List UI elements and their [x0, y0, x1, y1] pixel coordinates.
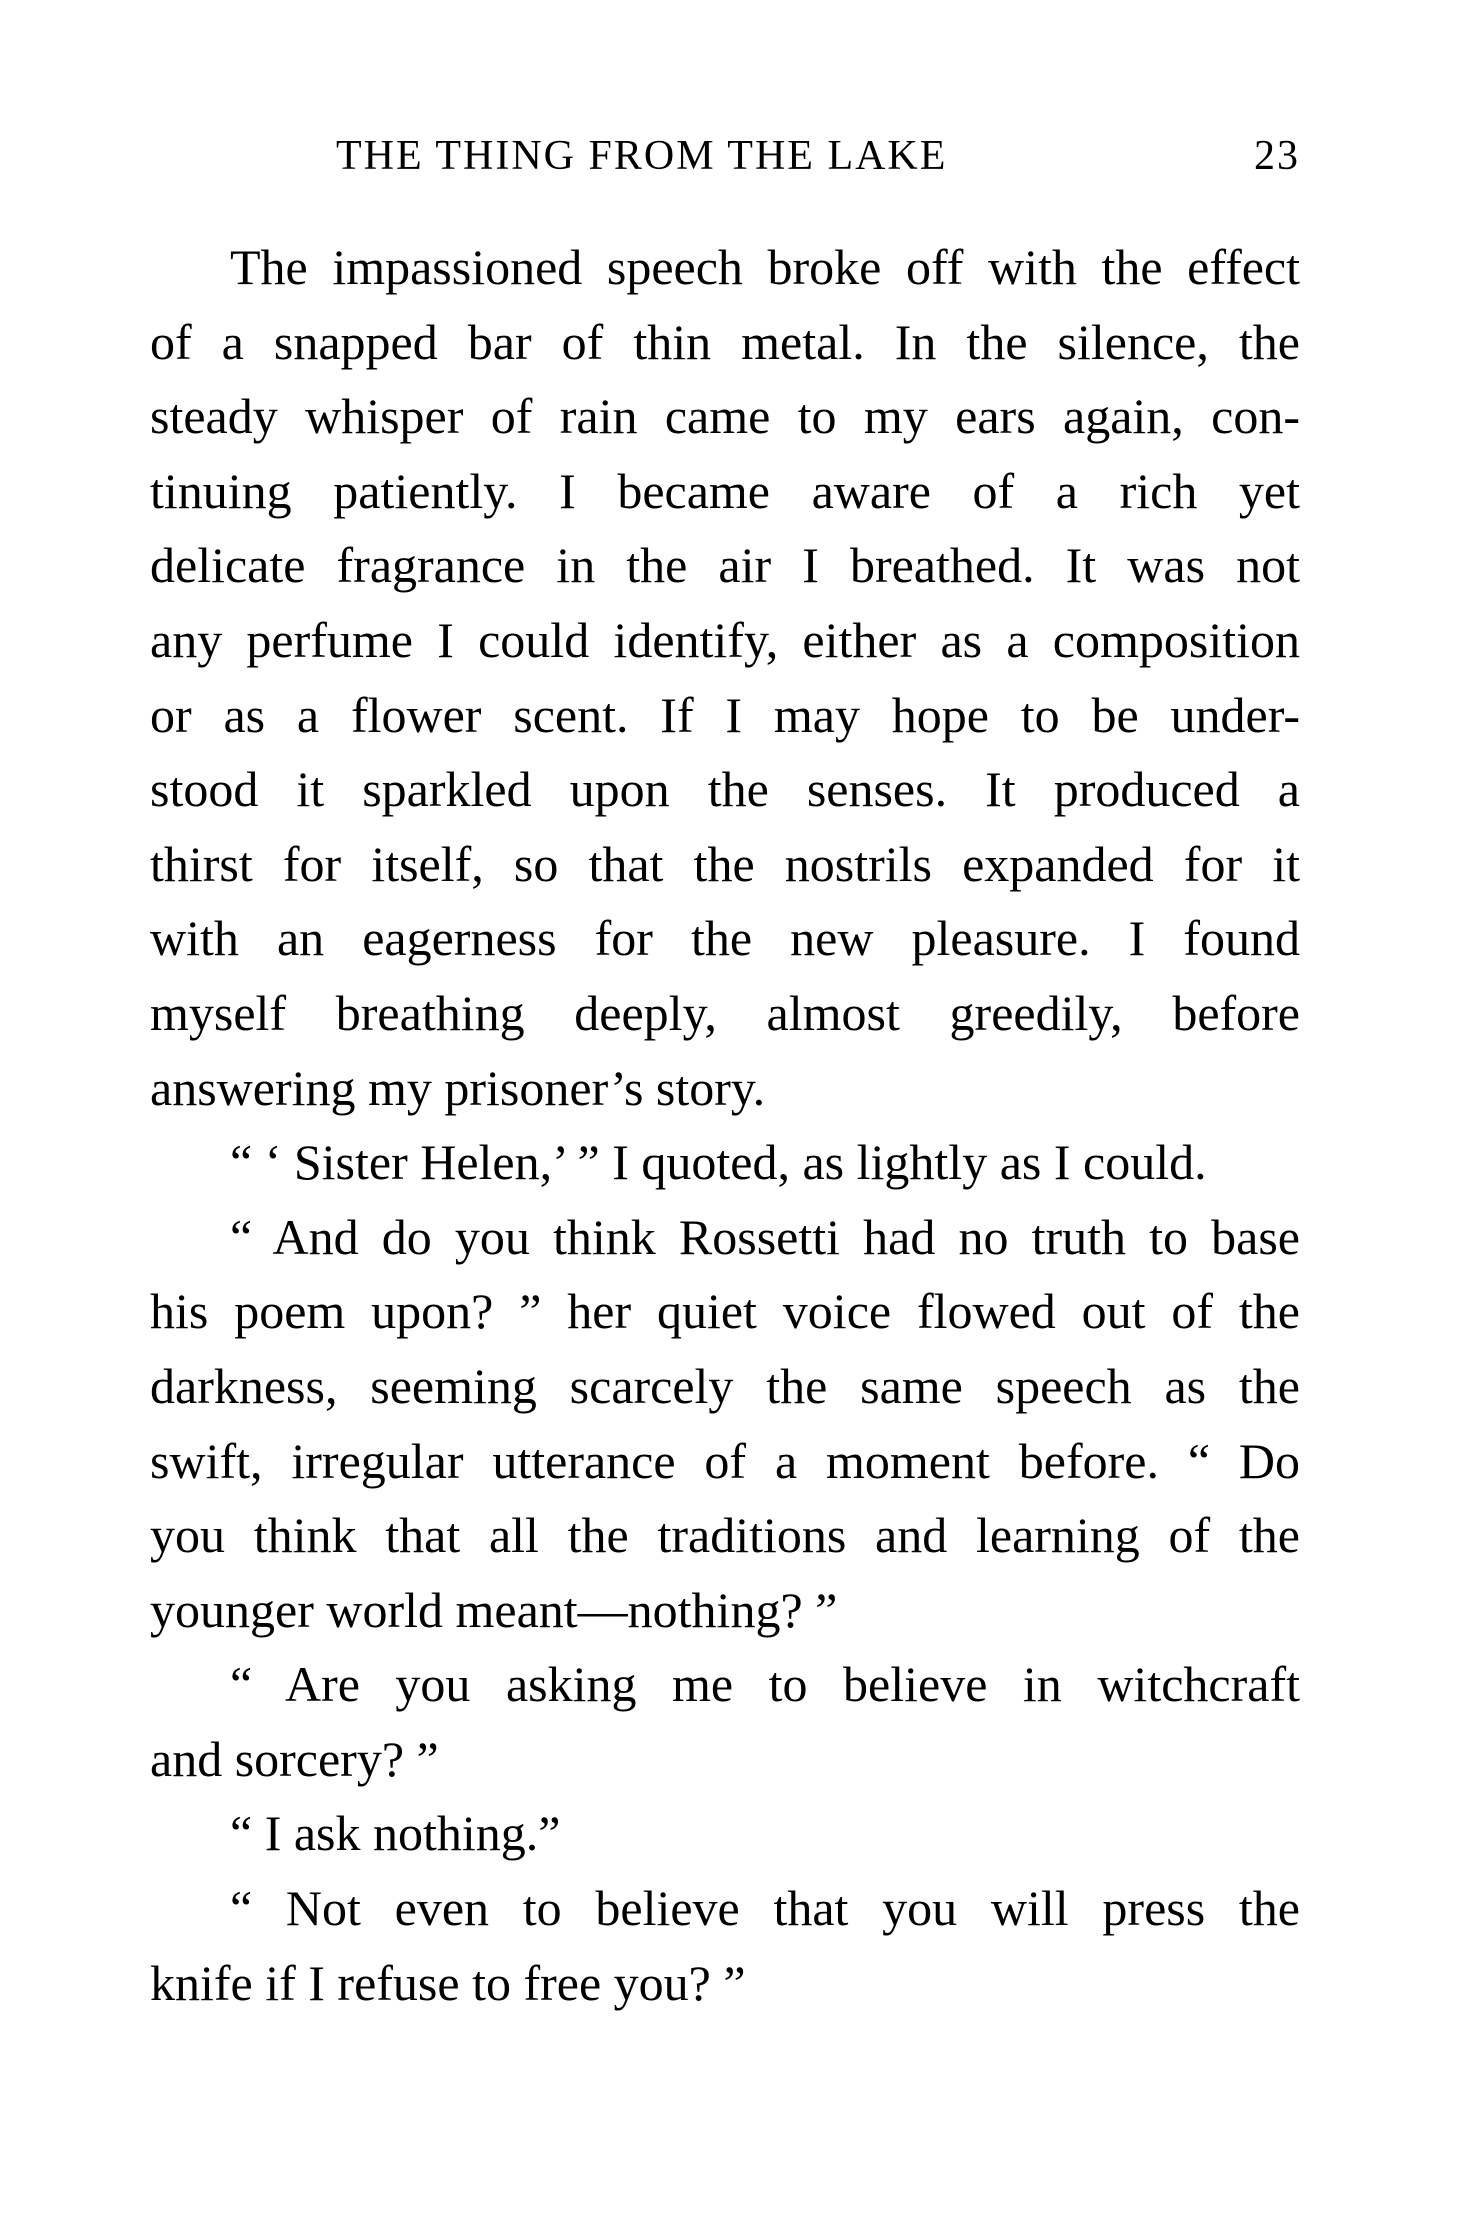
- text-line: “ Are you asking me to believe in witchcraft: [230, 1656, 1300, 1713]
- text-line: or as a flower scent. If I may hope to be under-: [150, 686, 1300, 743]
- running-title: THE THING FROM THE LAKE: [336, 133, 948, 179]
- text-line: of a snapped bar of thin metal. In the silence, the: [150, 313, 1300, 370]
- text-line: delicate fragrance in the air I breathed. It was not: [150, 537, 1300, 594]
- text-line: with an eagerness for the new pleasure. I found: [150, 910, 1300, 967]
- text-line: “ ‘ Sister Helen,’ ” I quoted, as lightly as I could.: [230, 1134, 1207, 1191]
- text-line: tinuing patiently. I became aware of a rich yet: [150, 462, 1300, 519]
- text-line: myself breathing deeply, almost greedily, before: [150, 984, 1300, 1041]
- page-number: 23: [1254, 133, 1300, 179]
- text-line: steady whisper of rain came to my ears again, con-: [150, 388, 1300, 445]
- running-head: [150, 132, 1300, 192]
- body-text: [150, 230, 1300, 2020]
- text-line: “ Not even to believe that you will press the: [230, 1880, 1300, 1937]
- text-line: The impassioned speech broke off with the effect: [230, 239, 1300, 295]
- text-line: younger world meant—nothing? ”: [150, 1581, 838, 1638]
- text-line: stood it sparkled upon the senses. It produced a: [150, 761, 1300, 818]
- text-line: darkness, seeming scarcely the same speech as the: [150, 1357, 1300, 1414]
- text-line: thirst for itself, so that the nostrils expanded for it: [150, 835, 1300, 892]
- text-line: answering my prisoner’s story.: [150, 1059, 766, 1116]
- text-line: swift, irregular utterance of a moment before. “ Do: [150, 1432, 1300, 1489]
- text-line: his poem upon? ” her quiet voice flowed out of the: [150, 1283, 1300, 1340]
- text-line: and sorcery? ”: [150, 1730, 439, 1787]
- text-line: you think that all the traditions and learning of the: [150, 1507, 1300, 1564]
- text-line: “ I ask nothing.”: [230, 1805, 561, 1862]
- text-line: knife if I refuse to free you? ”: [150, 1954, 746, 2011]
- text-line: any perfume I could identify, either as a composition: [150, 611, 1300, 668]
- text-line: “ And do you think Rossetti had no truth to base: [230, 1208, 1300, 1265]
